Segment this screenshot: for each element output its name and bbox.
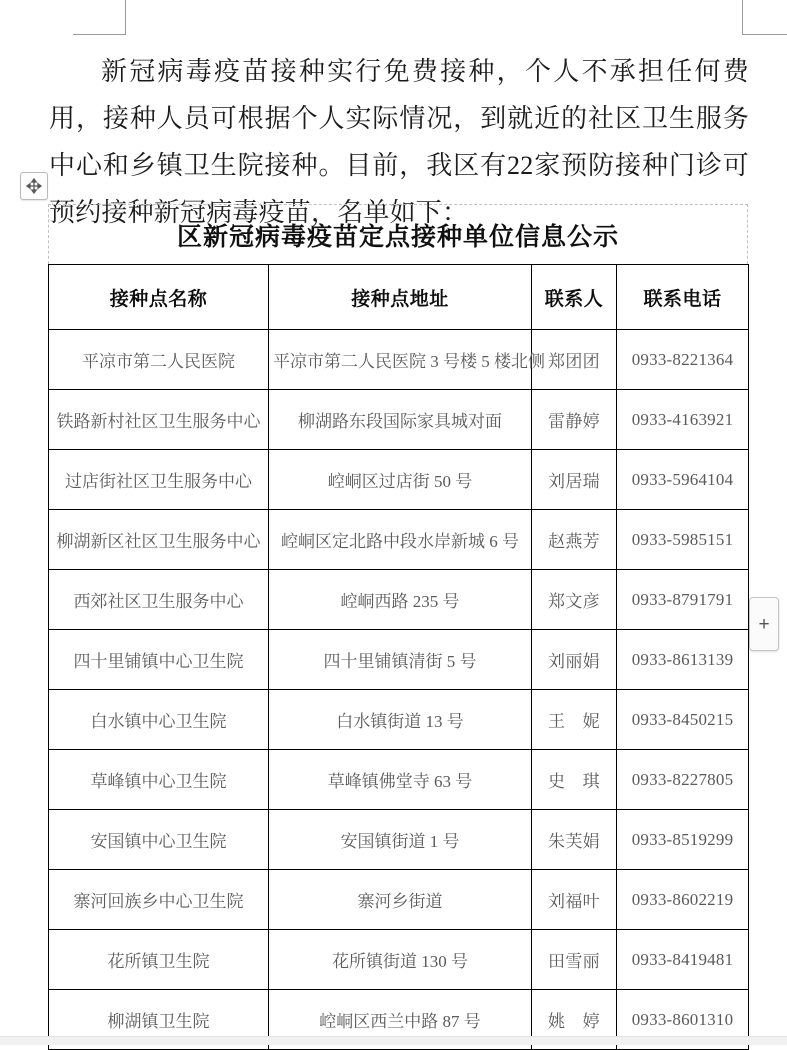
table-row — [49, 690, 749, 750]
cell-site-name: 花所镇卫生院 — [49, 930, 269, 990]
cell-contact-phone: 0933-8519299 — [617, 810, 749, 870]
cell-site-address: 崆峒区定北路中段水岸新城 6 号 — [269, 510, 532, 570]
table-row — [49, 930, 749, 990]
body-paragraph: 新冠病毒疫苗接种实行免费接种，个人不承担任何费用，接种人员可根据个人实际情况，到就近的社区卫生服务中心和乡镇卫生院接种。目前，我区有22家预防接种门诊可预约接种新冠病毒疫苗，名单如下： — [49, 57, 749, 227]
column-header-phone: 联系电话 — [617, 265, 749, 330]
cell-site-name: 草峰镇中心卫生院 — [49, 750, 269, 810]
cell-site-address: 安国镇街道 1 号 — [269, 810, 532, 870]
insert-row-button[interactable]: + — [749, 597, 779, 651]
margin-crop-mark-top-left — [73, 0, 126, 35]
cell-site-name: 西郊社区卫生服务中心 — [49, 570, 269, 630]
cell-site-name: 柳湖新区社区卫生服务中心 — [49, 510, 269, 570]
cell-contact-person: 史 琪 — [532, 750, 617, 810]
cell-contact-person: 朱芙娟 — [532, 810, 617, 870]
move-crosshair-icon — [26, 178, 42, 194]
cell-site-address: 白水镇街道 13 号 — [269, 690, 532, 750]
table-row — [49, 750, 749, 810]
cell-site-address: 崆峒区西兰中路 87 号 — [269, 990, 532, 1050]
cell-contact-phone: 0933-4163921 — [617, 390, 749, 450]
table-row — [49, 510, 749, 570]
cell-contact-phone: 0933-8450215 — [617, 690, 749, 750]
cell-contact-phone: 0933-8601310 — [617, 990, 749, 1050]
cell-site-name: 白水镇中心卫生院 — [49, 690, 269, 750]
cell-contact-phone: 0933-8419481 — [617, 930, 749, 990]
column-header-site-name: 接种点名称 — [49, 265, 269, 330]
cell-site-address: 四十里铺镇清街 5 号 — [269, 630, 532, 690]
cell-site-name: 铁路新村社区卫生服务中心 — [49, 390, 269, 450]
margin-crop-mark-top-right — [742, 0, 787, 35]
sites-grid — [48, 264, 749, 1050]
cell-site-name: 寨河回族乡中心卫生院 — [49, 870, 269, 930]
column-header-site-address: 接种点地址 — [269, 265, 532, 330]
cell-site-name: 柳湖镇卫生院 — [49, 990, 269, 1050]
cell-site-address: 崆峒区过店街 50 号 — [269, 450, 532, 510]
cell-site-name: 平凉市第二人民医院 — [49, 330, 269, 390]
cell-site-address: 崆峒西路 235 号 — [269, 570, 532, 630]
table-body — [49, 330, 749, 1050]
cell-contact-person: 雷静婷 — [532, 390, 617, 450]
cell-contact-person: 姚 婷 — [532, 990, 617, 1050]
table-row — [49, 810, 749, 870]
cell-contact-phone: 0933-5985151 — [617, 510, 749, 570]
cell-contact-person: 刘居瑞 — [532, 450, 617, 510]
cell-contact-person: 王 妮 — [532, 690, 617, 750]
cell-contact-phone: 0933-8221364 — [617, 330, 749, 390]
cell-contact-person: 刘福叶 — [532, 870, 617, 930]
cell-contact-person: 赵燕芳 — [532, 510, 617, 570]
table-header-row — [49, 265, 749, 330]
table-row — [49, 390, 749, 450]
cell-contact-person: 郑文彦 — [532, 570, 617, 630]
cell-site-address: 柳湖路东段国际家具城对面 — [269, 390, 532, 450]
table-row — [49, 450, 749, 510]
table-row — [49, 570, 749, 630]
cell-site-name: 过店街社区卫生服务中心 — [49, 450, 269, 510]
cell-site-address: 寨河乡街道 — [269, 870, 532, 930]
cell-contact-phone: 0933-8227805 — [617, 750, 749, 810]
cell-site-name: 四十里铺镇中心卫生院 — [49, 630, 269, 690]
cell-site-name: 安国镇中心卫生院 — [49, 810, 269, 870]
column-header-contact: 联系人 — [532, 265, 617, 330]
cell-site-address: 草峰镇佛堂寺 63 号 — [269, 750, 532, 810]
table-move-handle[interactable] — [20, 172, 48, 200]
vaccination-sites-table — [48, 204, 748, 1050]
cell-contact-phone: 0933-8602219 — [617, 870, 749, 930]
cell-contact-person: 刘丽娟 — [532, 630, 617, 690]
cell-contact-person: 郑团团 — [532, 330, 617, 390]
table-row — [49, 630, 749, 690]
cell-contact-person: 田雪丽 — [532, 930, 617, 990]
cell-contact-phone: 0933-5964104 — [617, 450, 749, 510]
cell-contact-phone: 0933-8791791 — [617, 570, 749, 630]
table-row — [49, 330, 749, 390]
table-title: 区新冠病毒疫苗定点接种单位信息公示 — [48, 204, 748, 264]
table-row — [49, 870, 749, 930]
cell-site-address: 花所镇街道 130 号 — [269, 930, 532, 990]
cell-contact-phone: 0933-8613139 — [617, 630, 749, 690]
cell-site-address: 平凉市第二人民医院 3 号楼 5 楼北侧 — [269, 330, 532, 390]
